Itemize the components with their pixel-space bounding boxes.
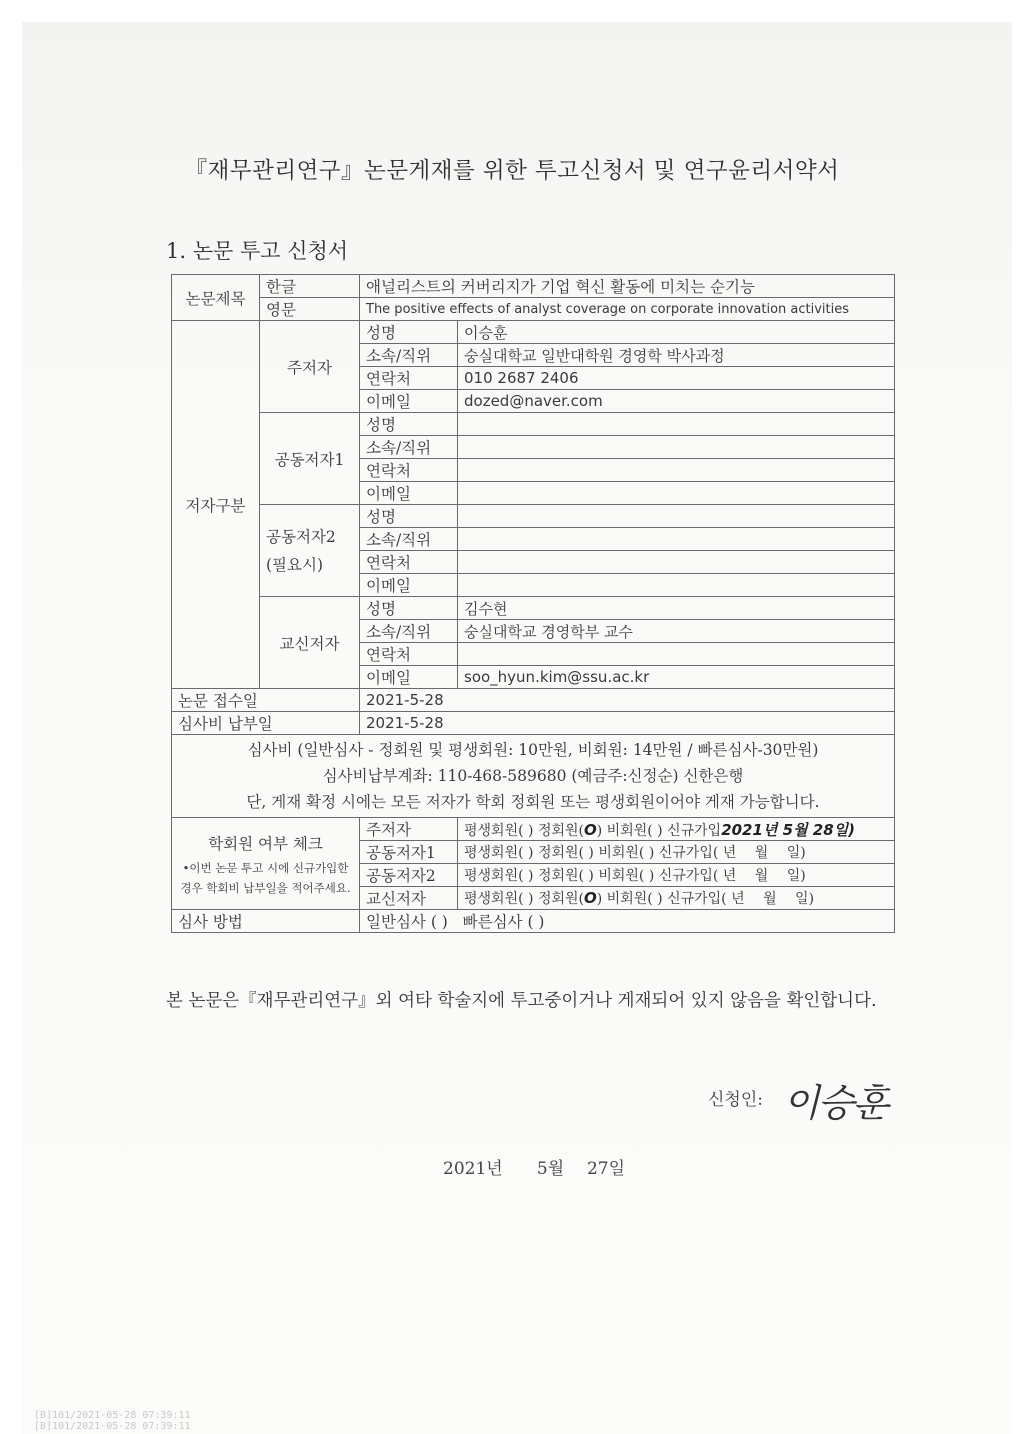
- coauthor2-role-note: (필요시): [266, 555, 324, 574]
- author-section-label: 저자구분: [172, 321, 260, 689]
- fee-info-line1: 심사비 (일반심사 - 정회원 및 평생회원: 10만원, 비회원: 14만원 / 빠른심사-30만원): [247, 741, 819, 759]
- membership-note: •이번 논문 투고 시에 신규가입한 경우 학회비 납부일을 적어주세요.: [180, 860, 351, 895]
- document-title: 『재무관리연구』논문게재를 위한 투고신청서 및 연구윤리서약서: [184, 158, 840, 184]
- paper-title-label: 논문제목: [172, 275, 260, 321]
- field-label-affiliation: 소속/직위: [360, 344, 458, 367]
- submission-date-value: 2021-5-28: [360, 689, 895, 712]
- lifetime-option: 평생회원( ): [464, 891, 534, 907]
- field-label-contact: 연락처: [360, 551, 458, 574]
- nonmember-option: 비회원( ): [606, 891, 663, 907]
- author-role-coauthor2: [260, 505, 360, 597]
- table-row: [172, 689, 895, 712]
- coauthor2-affiliation-value: [458, 528, 895, 551]
- fee-info-line2: 심사비납부계좌: 110-468-589680 (예금주:신정순) 신한은행: [322, 767, 744, 785]
- author-affiliation-value: 숭실대학교 일반대학원 경영학 박사과정: [458, 344, 895, 367]
- fee-date-label: 심사비 납부일: [172, 712, 360, 735]
- membership-role-main: 주저자: [360, 818, 458, 841]
- review-method-value: 일반심사 ( ) 빠른심사 ( ): [360, 910, 895, 933]
- nonmember-option: 비회원( ): [598, 868, 655, 884]
- regular-check-mark: O: [583, 889, 597, 907]
- field-label-affiliation: 소속/직위: [360, 528, 458, 551]
- new-member-option: 신규가입(: [667, 891, 727, 907]
- coauthor2-contact-value: [458, 551, 895, 574]
- coauthor1-email-value: [458, 482, 895, 505]
- membership-status-corresponding: 평생회원( ) 정회원(O) 비회원( ) 신규가입( 년 월 일): [458, 887, 895, 910]
- confirmation-statement: 본 논문은『재무관리연구』외 여타 학술지에 투고중이거나 게재되어 있지 않음을 확인합니다.: [166, 991, 877, 1011]
- fax-stamp-line2: [B]101/2021-05-28 07:39:11: [34, 1421, 191, 1432]
- new-member-option: 신규가입(: [658, 868, 719, 884]
- english-title-value: The positive effects of analyst coverage on corporate innovation activities: [360, 298, 895, 321]
- field-label-email: 이메일: [360, 390, 458, 413]
- review-method-label: 심사 방법: [172, 910, 360, 933]
- membership-status-coauthor2: [458, 864, 895, 887]
- table-row: [172, 413, 895, 436]
- korean-title-value: 애널리스트의 커버리지가 기업 혁신 활동에 미치는 순기능: [360, 275, 895, 298]
- field-label-affiliation: 소속/직위: [360, 620, 458, 643]
- korean-title-label: 한글: [260, 275, 360, 298]
- fee-info-line3: 단, 게재 확정 시에는 모든 저자가 학회 정회원 또는 평생회원이어야 게재 가능합니다.: [246, 793, 820, 811]
- field-label-contact: 연락처: [360, 459, 458, 482]
- field-label-contact: 연락처: [360, 643, 458, 666]
- lifetime-option: 평생회원( ): [464, 822, 534, 839]
- author-contact-value: 010 2687 2406: [458, 367, 895, 390]
- membership-status-coauthor1: [458, 841, 895, 864]
- english-title-label: 영문: [260, 298, 360, 321]
- new-member-date: 2021년 5월 28일): [721, 820, 856, 839]
- field-label-name: 성명: [360, 505, 458, 528]
- document-date: 2021년 5월 27일: [443, 1159, 625, 1179]
- lifetime-option: 평생회원( ): [464, 868, 534, 884]
- table-row: [172, 298, 895, 321]
- fee-date-value: 2021-5-28: [360, 712, 895, 735]
- field-label-name: 성명: [360, 413, 458, 436]
- nonmember-option: 비회원( ): [606, 822, 663, 839]
- regular-option: 정회원: [537, 822, 579, 839]
- regular-check-mark: O: [583, 820, 597, 839]
- new-member-date: 년 월 일): [722, 868, 806, 884]
- regular-option: 정회원( ): [537, 868, 594, 884]
- corresponding-affiliation-value: 숭실대학교 경영학부 교수: [458, 620, 895, 643]
- field-label-name: 성명: [360, 321, 458, 344]
- author-role-main: 주저자: [260, 321, 360, 413]
- field-label-email: 이메일: [360, 482, 458, 505]
- table-row: [172, 321, 895, 344]
- author-name-value: 이승훈: [458, 321, 895, 344]
- regular-option: 정회원: [537, 891, 579, 907]
- table-row: [172, 597, 895, 620]
- new-member-date: 년 월 일): [731, 891, 815, 907]
- fax-stamp: [34, 1410, 191, 1432]
- regular-option: 정회원( ): [537, 845, 594, 861]
- author-email-value: dozed@naver.com: [458, 390, 895, 413]
- applicant-signature: 이승훈: [783, 1081, 888, 1125]
- coauthor2-email-value: [458, 574, 895, 597]
- table-row: [172, 505, 895, 528]
- application-form-table: [171, 274, 895, 933]
- applicant-label: 신청인:: [708, 1090, 763, 1110]
- membership-status-main: 평생회원( ) 정회원(O) 비회원( ) 신규가입2021년 5월 28일): [458, 818, 895, 841]
- field-label-email: 이메일: [360, 574, 458, 597]
- corresponding-email-value: soo_hyun.kim@ssu.ac.kr: [458, 666, 895, 689]
- section-title: 1. 논문 투고 신청서: [166, 239, 349, 263]
- new-member-option: 신규가입(: [658, 845, 719, 861]
- table-row: [172, 818, 895, 841]
- corresponding-name-value: 김수현: [458, 597, 895, 620]
- membership-role-coauthor2: 공동저자2: [360, 864, 458, 887]
- coauthor1-affiliation-value: [458, 436, 895, 459]
- author-role-coauthor1: 공동저자1: [260, 413, 360, 505]
- lifetime-option: 평생회원( ): [464, 845, 534, 861]
- new-member-option: 신규가입: [667, 822, 722, 839]
- new-member-date: 년 월 일): [722, 845, 806, 861]
- field-label-contact: 연락처: [360, 367, 458, 390]
- membership-role-coauthor1: 공동저자1: [360, 841, 458, 864]
- table-row: [172, 735, 895, 818]
- membership-role-corresponding: 교신저자: [360, 887, 458, 910]
- membership-label: 학회원 여부 체크: [208, 834, 323, 853]
- author-role-corresponding: 교신저자: [260, 597, 360, 689]
- table-row: [172, 910, 895, 933]
- table-row: [172, 712, 895, 735]
- coauthor2-name-value: [458, 505, 895, 528]
- field-label-email: 이메일: [360, 666, 458, 689]
- fee-info-block: [172, 735, 895, 818]
- coauthor2-role-label: 공동저자2: [266, 527, 336, 546]
- nonmember-option: 비회원( ): [598, 845, 655, 861]
- corresponding-contact-value: [458, 643, 895, 666]
- coauthor1-name-value: [458, 413, 895, 436]
- membership-label-cell: [172, 818, 360, 910]
- submission-date-label: 논문 접수일: [172, 689, 360, 712]
- table-row: [172, 275, 895, 298]
- fax-stamp-line1: [B]101/2021-05-28 07:39:11: [34, 1410, 191, 1421]
- field-label-name: 성명: [360, 597, 458, 620]
- field-label-affiliation: 소속/직위: [360, 436, 458, 459]
- coauthor1-contact-value: [458, 459, 895, 482]
